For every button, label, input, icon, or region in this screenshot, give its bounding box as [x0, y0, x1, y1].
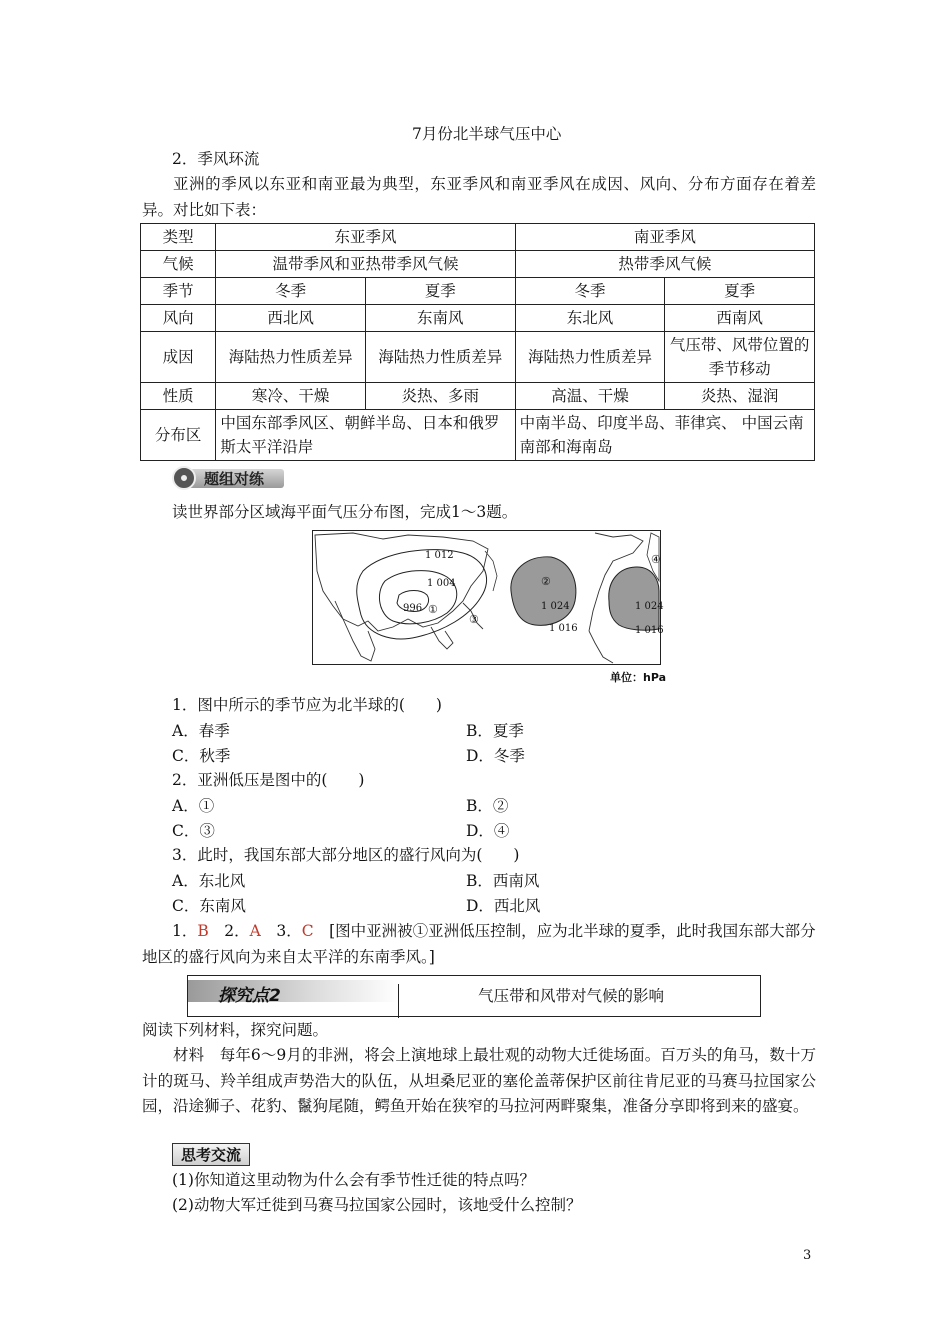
answer-number: 3．: [260, 922, 302, 940]
answer-number: 1．: [172, 922, 198, 940]
option-a: A．①: [172, 797, 215, 815]
table-cell: 寒冷、干燥: [216, 383, 366, 410]
option-d: D．④: [466, 822, 510, 840]
intro-paragraph: 亚洲的季风以东亚和南亚最为典型，东亚季风和南亚季风在成因、风向、分布方面存在着差异。对比如下表：: [142, 175, 816, 219]
table-cell: 中南半岛、印度半岛、菲律宾、 中国云南南部和海南岛: [515, 410, 814, 461]
map-marker: ②: [541, 575, 551, 588]
table-cell: 海陆热力性质差异: [365, 332, 515, 383]
answer-choice: A: [249, 922, 261, 940]
read-material: 阅读下列材料，探究问题。: [142, 1021, 329, 1039]
explore-tag: 探究点2: [218, 986, 281, 1006]
table-cell: 季节: [141, 278, 216, 305]
table-cell: 炎热、多雨: [365, 383, 515, 410]
table-cell: 西北风: [216, 305, 366, 332]
table-cell: 高温、干燥: [515, 383, 665, 410]
isobar-label: 996: [403, 603, 423, 614]
target-icon: [172, 466, 196, 490]
think-question-1: (1)你知道这里动物为什么会有季节性迁徙的特点吗？: [172, 1171, 535, 1189]
option-d: D．冬季: [466, 747, 525, 765]
option-c: C．东南风: [172, 897, 246, 915]
table-cell: 成因: [141, 332, 216, 383]
option-a: A．东北风: [172, 872, 246, 890]
pressure-map-graphic: [313, 531, 664, 664]
option-b: B．西南风: [466, 872, 540, 890]
page-number: 3: [803, 1248, 812, 1263]
table-cell: 热带季风气候: [515, 251, 814, 278]
option-a: A．春季: [172, 722, 230, 740]
table-cell: 西南风: [665, 305, 815, 332]
table-cell: 东北风: [515, 305, 665, 332]
answer-choice: B: [197, 922, 209, 940]
option-c: C．秋季: [172, 747, 231, 765]
map-marker: ④: [651, 553, 661, 566]
monsoon-comparison-table: [140, 223, 815, 461]
table-cell: 海陆热力性质差异: [515, 332, 665, 383]
table-cell: 夏季: [365, 278, 515, 305]
table-cell: 温带季风和亚热带季风气候: [216, 251, 515, 278]
think-label: 思考交流: [172, 1143, 250, 1166]
table-cell: 气压带、风带位置的季节移动: [665, 332, 815, 383]
table-cell: 风向: [141, 305, 216, 332]
isobar-label: 1 016: [635, 625, 664, 636]
option-d: D．西北风: [466, 897, 541, 915]
explore-title: 气压带和风带对气候的影响: [478, 987, 665, 1005]
table-cell: 东南风: [365, 305, 515, 332]
table-cell: 炎热、湿润: [665, 383, 815, 410]
question-stem: 2．亚洲低压是图中的( ): [172, 771, 365, 789]
table-cell: 冬季: [216, 278, 366, 305]
isobar-label: 1 012: [425, 550, 454, 561]
option-b: B．夏季: [466, 722, 524, 740]
figure-caption: 7月份北半球气压中心: [412, 125, 562, 143]
answer-choice: C: [301, 922, 314, 940]
question-stem: 3．此时，我国东部大部分地区的盛行风向为( ): [172, 846, 520, 864]
map-marker: ③: [469, 613, 479, 626]
think-question-2: (2)动物大军迁徙到马赛马拉国家公园时，该地受什么控制？: [172, 1196, 582, 1214]
table-cell: 分布区: [141, 410, 216, 461]
table-cell: 东亚季风: [216, 224, 515, 251]
section-heading: 2．季风环流: [172, 150, 260, 168]
banner-label: 题组对练: [204, 470, 265, 488]
map-instruction: 读世界部分区域海平面气压分布图，完成1～3题。: [172, 503, 518, 521]
table-cell: 类型: [141, 224, 216, 251]
map-unit: 单位：hPa: [610, 671, 667, 684]
isobar-label: 1 004: [427, 578, 456, 589]
table-cell: 海陆热力性质差异: [216, 332, 366, 383]
table-cell: 南亚季风: [515, 224, 814, 251]
option-b: B．②: [466, 797, 509, 815]
material-paragraph: 材料 每年6～9月的非洲，将会上演地球上最壮观的动物大迁徙场面。百万头的角马，数十万计的斑马、羚羊组成声势浩大的队伍，从坦桑尼亚的塞伦盖蒂保护区前往肯尼亚的马赛马拉国家公园，沿途狮子、花豹、鬣狗尾随，鳄鱼开始在狭窄的马拉河两畔聚集，准备分享即将到来的盛宴。: [142, 1046, 816, 1115]
option-c: C．③: [172, 822, 215, 840]
table-cell: 夏季: [665, 278, 815, 305]
table-cell: 冬季: [515, 278, 665, 305]
explore-box: [187, 975, 761, 1017]
answer-line: [172, 919, 816, 943]
table-cell: 性质: [141, 383, 216, 410]
isobar-label: 1 024: [541, 601, 570, 612]
isobar-label: 1 016: [549, 623, 578, 634]
isobar-label: 1 024: [635, 601, 664, 612]
table-cell: 中国东部季风区、朝鲜半岛、日本和俄罗斯太平洋沿岸: [216, 410, 515, 461]
answer-number: 2．: [208, 922, 250, 940]
pressure-map: [312, 530, 664, 665]
map-marker: ①: [428, 603, 438, 616]
question-stem: 1．图中所示的季节应为北半球的( ): [172, 696, 442, 714]
answer-explanation: [图中亚洲被①亚洲低压控制，应为北半球的夏季，此时我国东部大部分: [313, 922, 816, 940]
exercise-banner: [172, 466, 284, 490]
table-cell: 气候: [141, 251, 216, 278]
answer-explanation-cont: 地区的盛行风向为来自太平洋的东南季风。]: [142, 948, 435, 966]
